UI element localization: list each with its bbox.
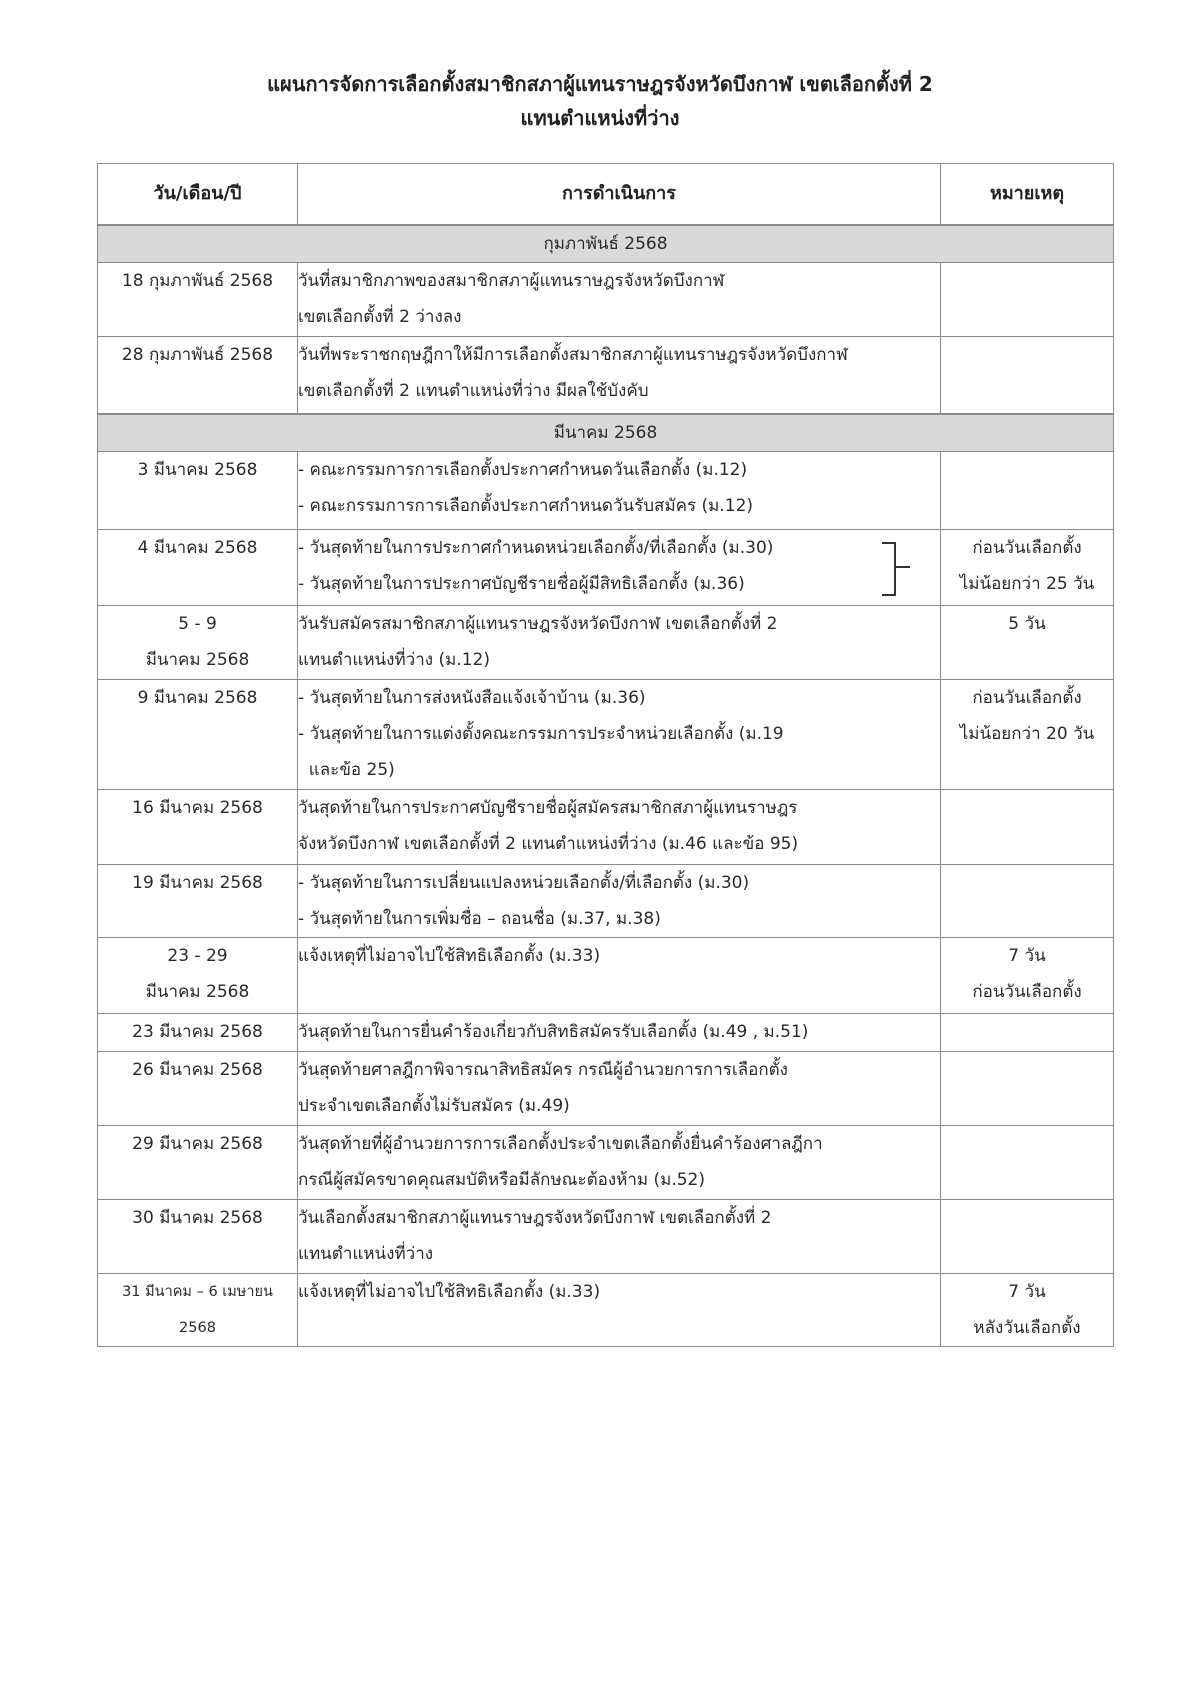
date-cell [98, 263, 298, 337]
date-cell [98, 1273, 298, 1346]
date-text: 26 มีนาคม 2568 [132, 1059, 263, 1080]
date-text: 3 มีนาคม 2568 [137, 459, 258, 480]
action-cell [298, 1051, 941, 1125]
action-text: - วันสุดท้ายในการประกาศบัญชีรายชื่อผู้มีสิทธิเลือกตั้ง (ม.36) [298, 573, 745, 594]
action-text: วันที่สมาชิกภาพของสมาชิกสภาผู้แทนราษฎรจังหวัดบึงกาฬ [298, 271, 725, 291]
action-text: วันสุดท้ายในการประกาศบัญชีรายชื่อผู้สมัครสมาชิกสภาผู้แทนราษฎร [298, 797, 798, 818]
header-action: การดำเนินการ [298, 164, 941, 226]
note-cell [941, 1273, 1114, 1346]
table-row [98, 1199, 1114, 1273]
date-text: 2568 [179, 1319, 216, 1336]
date-text: 31 มีนาคม – 6 เมษายน [122, 1283, 273, 1300]
date-text: 5 - 9 [178, 613, 217, 634]
action-text: วันสุดท้ายในการยื่นคำร้องเกี่ยวกับสิทธิสมัครรับเลือกตั้ง (ม.49 , ม.51) [298, 1021, 809, 1042]
action-cell [298, 529, 941, 605]
action-text: - คณะกรรมการการเลือกตั้งประกาศกำหนดวันเลือกตั้ง (ม.12) [298, 459, 748, 480]
document-title-line-1: แผนการจัดการเลือกตั้งสมาชิกสภาผู้แทนราษฎรจังหวัดบึงกาฬ เขตเลือกตั้งที่ 2 [267, 72, 933, 96]
note-cell [941, 337, 1114, 414]
action-cell [298, 451, 941, 529]
action-cell [298, 263, 941, 337]
date-text: 28 กุมภาพันธ์ 2568 [121, 345, 274, 365]
table-row [98, 864, 1114, 937]
action-text: วันสุดท้ายที่ผู้อำนวยการการเลือกตั้งประจำเขตเลือกตั้งยื่นคำร้องศาลฎีกา [298, 1133, 823, 1154]
note-text: ก่อนวันเลือกตั้ง [972, 981, 1082, 1002]
date-cell [98, 937, 298, 1013]
action-text: แจ้งเหตุที่ไม่อาจไปใช้สิทธิเลือกตั้ง (ม.33) [298, 1281, 601, 1302]
table-row [98, 1013, 1114, 1051]
header-date: วัน/เดือน/ปี [98, 164, 298, 226]
election-plan-table [97, 163, 1114, 1347]
action-cell [298, 605, 941, 679]
date-text: มีนาคม 2568 [145, 981, 250, 1002]
date-text: 30 มีนาคม 2568 [132, 1207, 263, 1228]
table-row [98, 789, 1114, 864]
curly-bracket-icon [882, 542, 896, 596]
action-text: วันเลือกตั้งสมาชิกสภาผู้แทนราษฎรจังหวัดบึงกาฬ เขตเลือกตั้งที่ 2 [298, 1207, 772, 1228]
date-text: 19 มีนาคม 2568 [132, 872, 263, 893]
action-text: - วันสุดท้ายในการเปลี่ยนแปลงหน่วยเลือกตั้ง/ที่เลือกตั้ง (ม.30) [298, 872, 750, 893]
note-cell [941, 1051, 1114, 1125]
note-cell [941, 529, 1114, 605]
note-cell [941, 789, 1114, 864]
date-text: 29 มีนาคม 2568 [132, 1133, 263, 1154]
action-text: - วันสุดท้ายในการประกาศกำหนดหน่วยเลือกตั้ง/ที่เลือกตั้ง (ม.30) [298, 537, 774, 558]
date-cell [98, 337, 298, 414]
note-cell [941, 679, 1114, 789]
note-text: ไม่น้อยกว่า 20 วัน [959, 723, 1095, 744]
action-cell [298, 1273, 941, 1346]
date-cell [98, 529, 298, 605]
table-row [98, 263, 1114, 337]
note-cell [941, 451, 1114, 529]
action-cell [298, 679, 941, 789]
month-section-header [98, 414, 1114, 452]
date-cell [98, 1125, 298, 1199]
action-text: - วันสุดท้ายในการแต่งตั้งคณะกรรมการประจำหน่วยเลือกตั้ง (ม.19 [298, 723, 784, 744]
date-text: มีนาคม 2568 [145, 649, 250, 670]
note-text: 5 วัน [1008, 613, 1046, 634]
table-row [98, 937, 1114, 1013]
note-cell [941, 864, 1114, 937]
action-text: และข้อ 25) [298, 759, 395, 780]
action-text: แจ้งเหตุที่ไม่อาจไปใช้สิทธิเลือกตั้ง (ม.33) [298, 945, 601, 966]
document-title-line-2: แทนตำแหน่งที่ว่าง [520, 106, 680, 130]
note-text: ไม่น้อยกว่า 25 วัน [959, 573, 1095, 594]
action-text: แทนตำแหน่งที่ว่าง (ม.12) [298, 649, 490, 670]
action-text: เขตเลือกตั้งที่ 2 แทนตำแหน่งที่ว่าง มีผลใช้บังคับ [298, 381, 649, 401]
header-note: หมายเหตุ [941, 164, 1114, 226]
action-text: - วันสุดท้ายในการส่งหนังสือแจ้งเจ้าบ้าน (ม.36) [298, 687, 646, 708]
table-row [98, 679, 1114, 789]
note-cell [941, 605, 1114, 679]
table-body [98, 225, 1114, 1346]
action-cell [298, 1125, 941, 1199]
action-text: วันรับสมัครสมาชิกสภาผู้แทนราษฎรจังหวัดบึงกาฬ เขตเลือกตั้งที่ 2 [298, 613, 778, 634]
action-text: วันสุดท้ายศาลฎีกาพิจารณาสิทธิสมัคร กรณีผู้อำนวยการการเลือกตั้ง [298, 1059, 788, 1080]
note-text: ก่อนวันเลือกตั้ง [972, 537, 1082, 558]
action-text: จังหวัดบึงกาฬ เขตเลือกตั้งที่ 2 แทนตำแหน่งที่ว่าง (ม.46 และข้อ 95) [298, 833, 799, 854]
action-cell [298, 864, 941, 937]
note-cell [941, 937, 1114, 1013]
table-row [98, 451, 1114, 529]
date-text: 23 - 29 [167, 945, 228, 966]
action-text: ประจำเขตเลือกตั้งไม่รับสมัคร (ม.49) [298, 1095, 570, 1116]
table-row [98, 337, 1114, 414]
table-row [98, 1125, 1114, 1199]
table-row [98, 529, 1114, 605]
date-cell [98, 1199, 298, 1273]
note-text: หลังวันเลือกตั้ง [973, 1317, 1081, 1338]
date-cell [98, 679, 298, 789]
table-header-row [98, 164, 1114, 226]
month-label: มีนาคม 2568 [98, 414, 1114, 452]
date-cell [98, 605, 298, 679]
date-cell [98, 1051, 298, 1125]
date-text: 16 มีนาคม 2568 [132, 797, 263, 818]
note-text: 7 วัน [1008, 945, 1046, 966]
month-label: กุมภาพันธ์ 2568 [98, 225, 1114, 263]
action-text: กรณีผู้สมัครขาดคุณสมบัติหรือมีลักษณะต้องห้าม (ม.52) [298, 1169, 705, 1190]
note-text: 7 วัน [1008, 1281, 1046, 1302]
action-text: - วันสุดท้ายในการเพิ่มชื่อ – ถอนชื่อ (ม.37, ม.38) [298, 908, 661, 929]
table-row [98, 1273, 1114, 1346]
date-text: 23 มีนาคม 2568 [132, 1021, 263, 1042]
action-cell [298, 789, 941, 864]
action-cell [298, 1199, 941, 1273]
action-text: - คณะกรรมการการเลือกตั้งประกาศกำหนดวันรับสมัคร (ม.12) [298, 495, 754, 516]
table-row [98, 1051, 1114, 1125]
date-cell [98, 864, 298, 937]
action-cell [298, 1013, 941, 1051]
date-text: 18 กุมภาพันธ์ 2568 [121, 271, 274, 291]
month-section-header [98, 225, 1114, 263]
bracket-pointer-icon [896, 566, 910, 568]
note-cell [941, 1199, 1114, 1273]
date-cell [98, 1013, 298, 1051]
note-text: ก่อนวันเลือกตั้ง [972, 687, 1082, 708]
action-text: แทนตำแหน่งที่ว่าง [298, 1243, 434, 1264]
action-text: วันที่พระราชกฤษฎีกาให้มีการเลือกตั้งสมาชิกสภาผู้แทนราษฎรจังหวัดบึงกาฬ [298, 345, 848, 365]
table-row [98, 605, 1114, 679]
action-text: เขตเลือกตั้งที่ 2 ว่างลง [298, 307, 462, 327]
date-cell [98, 789, 298, 864]
note-cell [941, 1125, 1114, 1199]
note-cell [941, 263, 1114, 337]
action-cell [298, 337, 941, 414]
date-cell [98, 451, 298, 529]
action-cell [298, 937, 941, 1013]
date-text: 4 มีนาคม 2568 [137, 537, 258, 558]
note-cell [941, 1013, 1114, 1051]
date-text: 9 มีนาคม 2568 [137, 687, 258, 708]
